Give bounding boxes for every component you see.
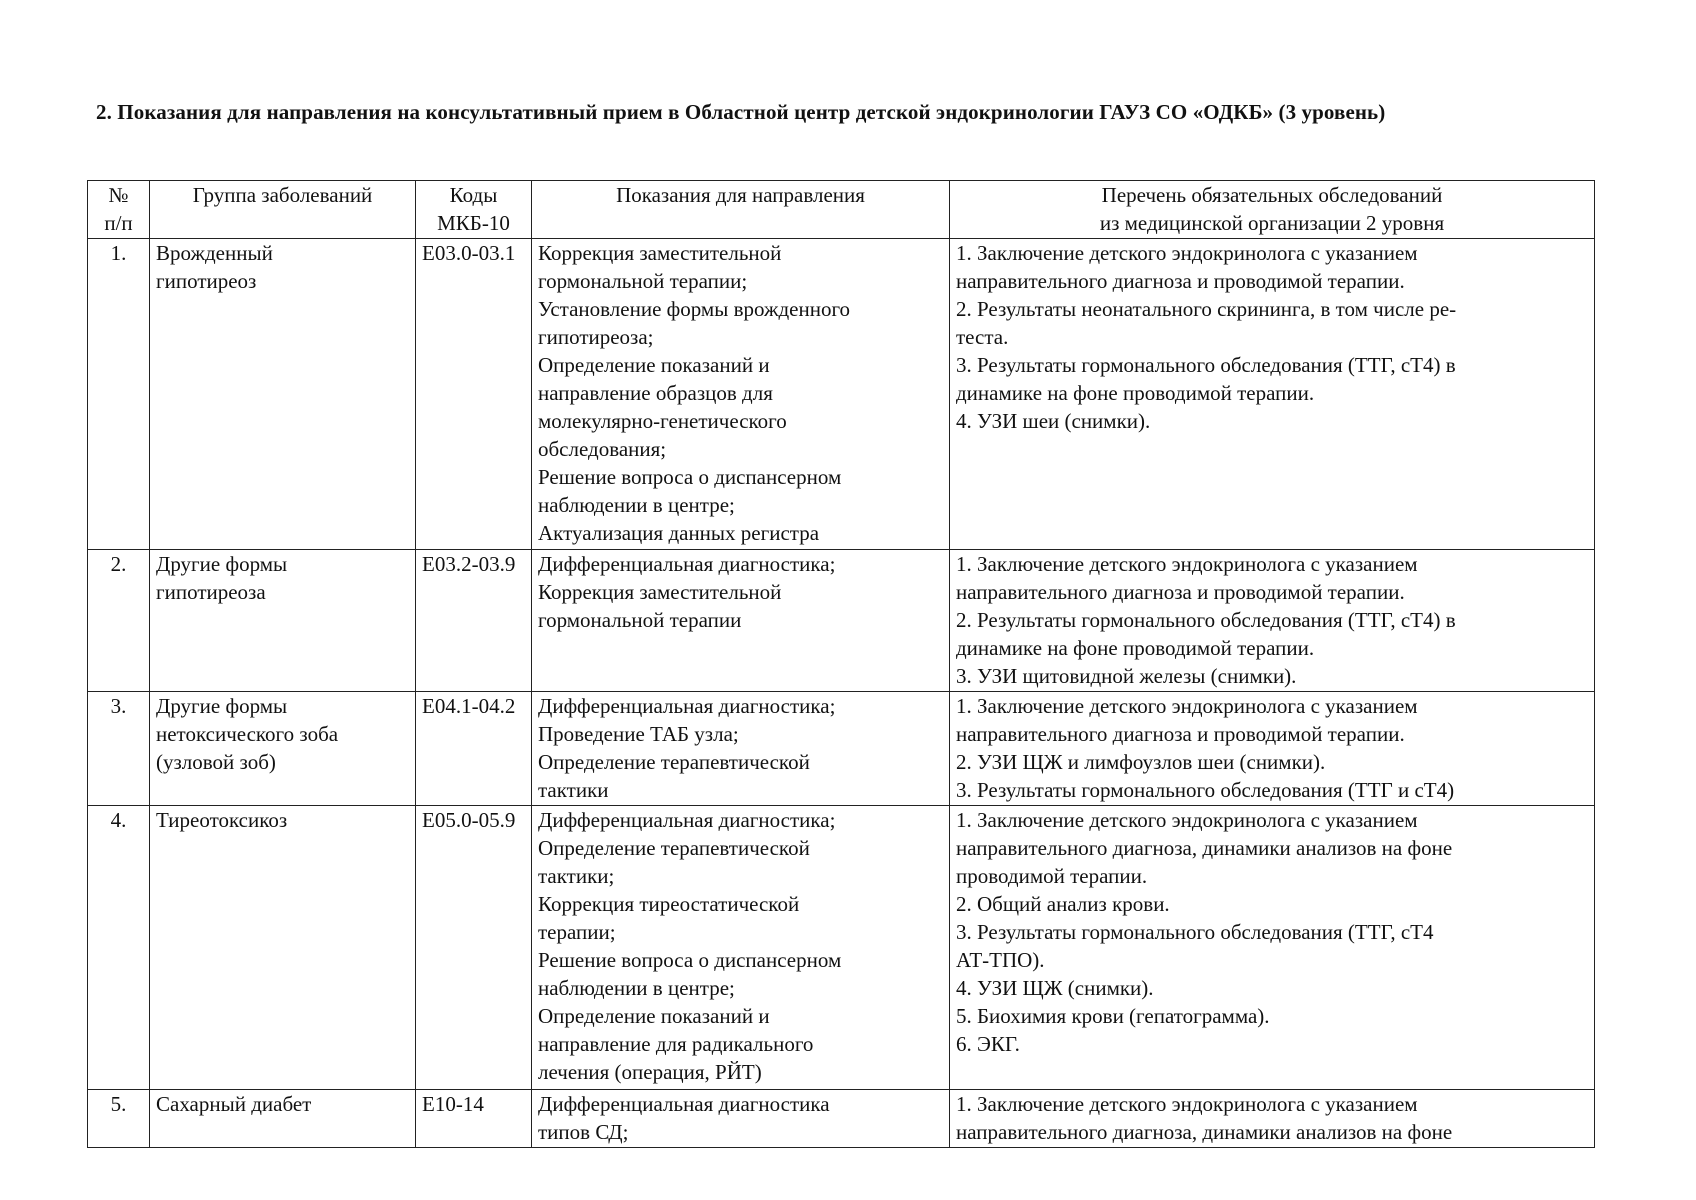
disease-group: Тиреотоксикоз (150, 806, 416, 1090)
header-indications: Показания для направления (532, 181, 950, 239)
disease-group: Сахарный диабет (150, 1090, 416, 1148)
table-row (88, 692, 1595, 806)
referral-table (87, 180, 1595, 1148)
indications: Дифференциальная диагностика; Определение терапевтической тактики; Коррекция тиреостатической терапии; Решение вопроса о диспансерном наблюдении в центре; Определение показаний и направление для радикального лечения (операция, РЙТ) (532, 806, 950, 1090)
header-exams: Перечень обязательных обследований из медицинской организации 2 уровня (950, 181, 1595, 239)
icd-codes: E03.2-03.9 (416, 550, 532, 692)
required-exams: 1. Заключение детского эндокринолога с указанием направительного диагноза, динамики анализов на фоне (950, 1090, 1595, 1148)
icd-codes: E10-14 (416, 1090, 532, 1148)
document-heading: 2. Показания для направления на консультативный прием в Областной центр детской эндокринологии ГАУЗ СО «ОДКБ» (3 уровень) (96, 100, 1386, 124)
row-number: 3. (88, 692, 150, 806)
table-row (88, 806, 1595, 1090)
row-number: 4. (88, 806, 150, 1090)
table-row (88, 1090, 1595, 1148)
icd-codes: E05.0-05.9 (416, 806, 532, 1090)
required-exams: 1. Заключение детского эндокринолога с указанием направительного диагноза, динамики анализов на фоне проводимой терапии. 2. Общий анализ крови. 3. Результаты гормонального обследования (ТТГ, сТ4 АТ-ТПО). 4. УЗИ ЩЖ (снимки). 5. Биохимия крови (гепатограмма). 6. ЭКГ. (950, 806, 1595, 1090)
table-header-row (88, 181, 1595, 239)
required-exams: 1. Заключение детского эндокринолога с указанием направительного диагноза и проводимой терапии. 2. УЗИ ЩЖ и лимфоузлов шеи (снимки). 3. Результаты гормонального обследования (ТТГ и сТ4) (950, 692, 1595, 806)
indications: Дифференциальная диагностика; Проведение ТАБ узла; Определение терапевтической тактики (532, 692, 950, 806)
icd-codes: E04.1-04.2 (416, 692, 532, 806)
table-row (88, 550, 1595, 692)
disease-group: Другие формы гипотиреоза (150, 550, 416, 692)
row-number: 2. (88, 550, 150, 692)
row-number: 1. (88, 239, 150, 550)
header-num: № п/п (88, 181, 150, 239)
disease-group: Врожденный гипотиреоз (150, 239, 416, 550)
required-exams: 1. Заключение детского эндокринолога с указанием направительного диагноза и проводимой терапии. 2. Результаты гормонального обследования (ТТГ, сТ4) в динамике на фоне проводимой терапии. 3. УЗИ щитовидной железы (снимки). (950, 550, 1595, 692)
icd-codes: E03.0-03.1 (416, 239, 532, 550)
row-number: 5. (88, 1090, 150, 1148)
indications: Дифференциальная диагностика; Коррекция заместительной гормональной терапии (532, 550, 950, 692)
header-codes: Коды МКБ-10 (416, 181, 532, 239)
indications: Коррекция заместительной гормональной терапии; Установление формы врожденного гипотиреоза; Определение показаний и направление образцов для молекулярно-генетического обследования; Решение вопроса о диспансерном наблюдении в центре; Актуализация данных регистра (532, 239, 950, 550)
required-exams: 1. Заключение детского эндокринолога с указанием направительного диагноза и проводимой терапии. 2. Результаты неонатального скрининга, в том числе ре- теста. 3. Результаты гормонального обследования (ТТГ, сТ4) в динамике на фоне проводимой терапии. 4. УЗИ шеи (снимки). (950, 239, 1595, 550)
table-row (88, 239, 1595, 550)
disease-group: Другие формы нетоксического зоба (узловой зоб) (150, 692, 416, 806)
header-group: Группа заболеваний (150, 181, 416, 239)
indications: Дифференциальная диагностика типов СД; (532, 1090, 950, 1148)
